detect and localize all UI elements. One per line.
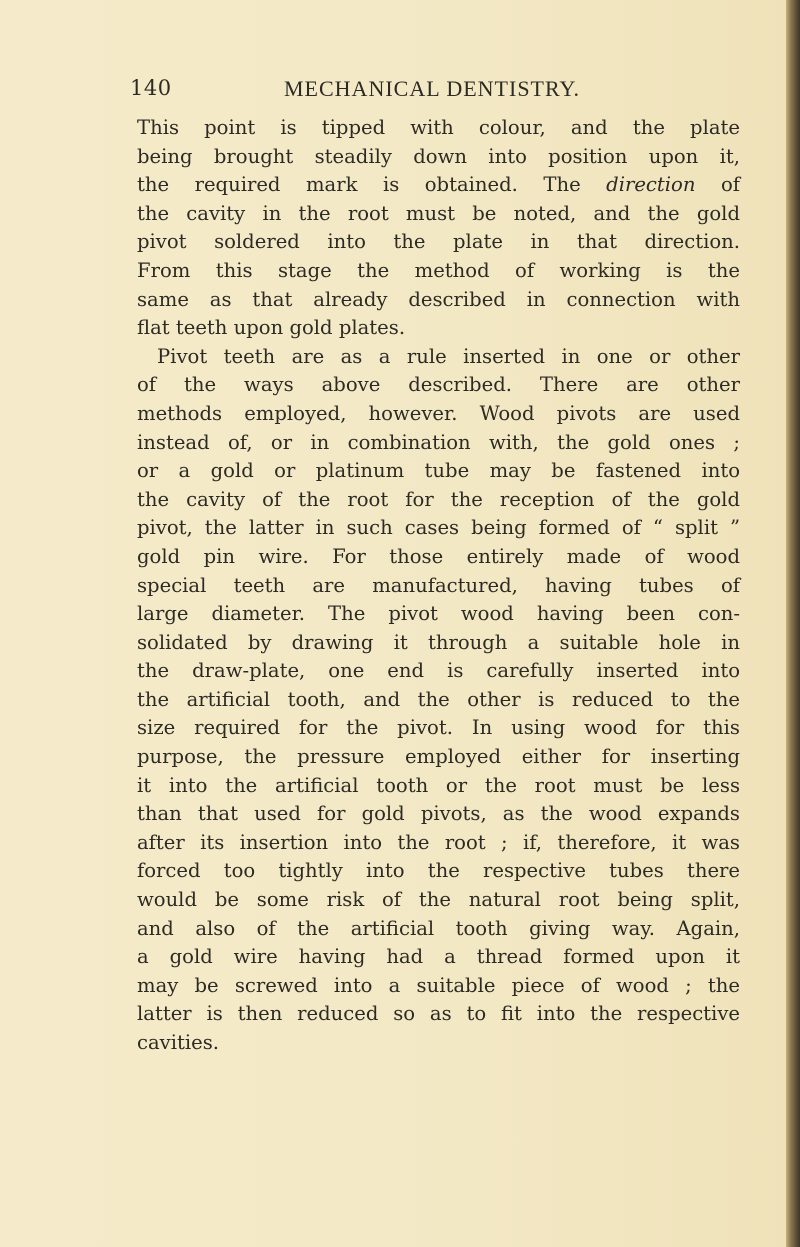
text-line: would be some risk of the natural root being split, <box>137 888 740 912</box>
text-line: the cavity in the root must be noted, and the gold <box>137 201 740 225</box>
emphasis-direction: direction <box>606 173 696 197</box>
text-line: forced too tightly into the respective tubes there <box>137 859 740 883</box>
running-head <box>130 76 740 108</box>
text-line: a gold wire having had a thread formed upon it <box>137 945 740 969</box>
text-line: or a gold or platinum tube may be fastened into <box>137 459 740 483</box>
text-line: and also of the artificial tooth giving way. Again, <box>137 916 740 940</box>
text-line: purpose, the pressure employed either for inserting <box>137 745 740 769</box>
text-line: the cavity of the root for the reception of the gold <box>137 487 740 511</box>
text-line: cavities. <box>137 1031 220 1054</box>
text-line: may be screwed into a suitable piece of wood ; the <box>137 973 740 997</box>
text-line: pivot, the latter in such cases being formed of “ split ” <box>137 516 740 540</box>
text-line: being brought steadily down into position upon it, <box>137 144 740 168</box>
page-edge <box>786 0 800 1247</box>
text-line: From this stage the method of working is the <box>137 258 740 282</box>
text-line: methods employed, however. Wood pivots are used <box>137 401 740 425</box>
text-line: special teeth are manufactured, having tubes of <box>137 573 740 597</box>
text-line: gold pin wire. For those entirely made of wood <box>137 544 740 568</box>
text-line: flat teeth upon gold plates. <box>137 316 406 340</box>
running-title: MECHANICAL DENTISTRY. <box>284 76 581 101</box>
text-line: same as that already described in connection with <box>137 287 740 311</box>
text-line: instead of, or in combination with, the gold ones ; <box>137 430 740 454</box>
text-line: the artificial tooth, and the other is reduced to the <box>137 687 740 711</box>
text-line: after its insertion into the root ; if, therefore, it was <box>137 830 740 854</box>
text-line: latter is then reduced so as to fit into the respective <box>137 1002 740 1026</box>
body-text <box>137 114 740 1058</box>
page-number: 140 <box>130 76 172 100</box>
text-line: than that used for gold pivots, as the wood expands <box>137 802 740 826</box>
text-line: Pivot teeth are as a rule inserted in one or other <box>157 344 740 368</box>
text-line: pivot soldered into the plate in that direction. <box>137 230 740 254</box>
text-line: the required mark is obtained. The direction of <box>137 173 741 197</box>
text-line: of the ways above described. There are other <box>137 373 740 397</box>
text-line: size required for the pivot. In using wood for this <box>137 716 740 740</box>
text-line: solidated by drawing it through a suitable hole in <box>137 630 740 654</box>
text-line: the draw-plate, one end is carefully inserted into <box>137 659 740 683</box>
text-line: large diameter. The pivot wood having been con- <box>137 602 740 626</box>
text-line: it into the artificial tooth or the root must be less <box>137 773 740 797</box>
text-line: This point is tipped with colour, and the plate <box>137 116 740 139</box>
